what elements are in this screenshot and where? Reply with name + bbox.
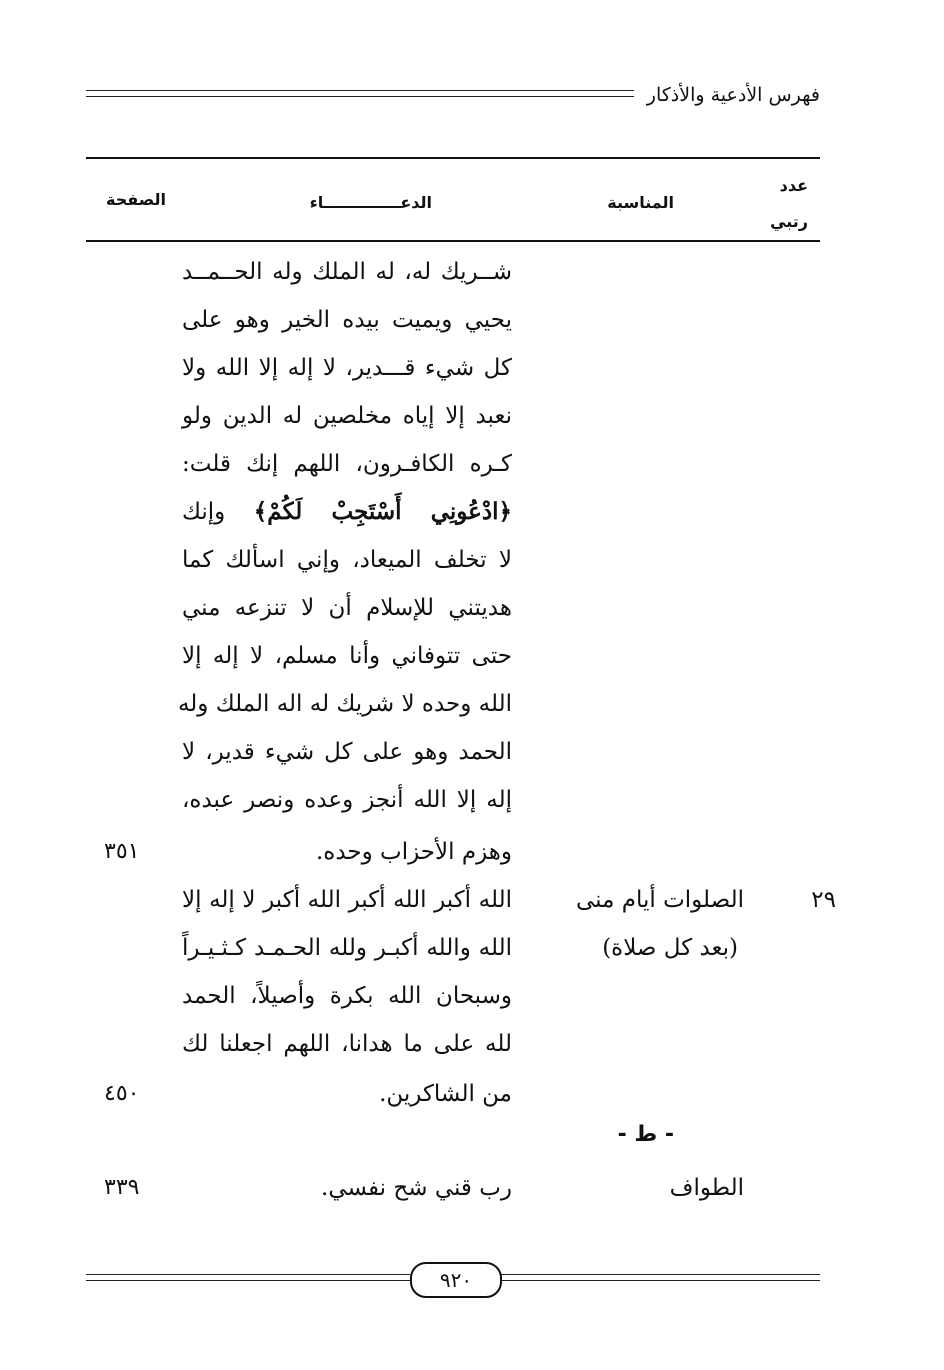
column-header-page: الصفحة <box>105 190 166 209</box>
running-title: فهرس الأدعية والأذكار <box>646 84 820 106</box>
dua-line: لله على ما هدانا، اللهم اجعلنا لك <box>182 1031 512 1057</box>
dua-line: كل شيء قـــدير، لا إله إلا الله ولا <box>182 355 512 381</box>
quran-after-text: وإنك <box>182 499 226 525</box>
dua-line: الله والله أكبـر ولله الحـمـد كـثـيـراً <box>182 935 512 961</box>
column-header-dua: الدعــــــــــــــاء <box>309 193 432 212</box>
dua-line: من الشاكرين. <box>379 1081 512 1107</box>
dua-line: وهزم الأحزاب وحده. <box>315 839 512 865</box>
dua-line: رب قني شح نفسي. <box>321 1175 512 1201</box>
column-header-number-line2: رتبي <box>770 212 808 231</box>
table-top-rule <box>86 157 820 159</box>
quran-quote: ﴿ادْعُونِي أَسْتَجِبْ لَكُمْ﴾ <box>253 498 512 525</box>
page-number: ٩٢٠ <box>410 1262 502 1298</box>
column-header-number-line1: عدد <box>779 176 808 195</box>
section-letter: - ط - <box>617 1122 674 1147</box>
dua-line: يحيي ويميت بيده الخير وهو على <box>182 307 512 333</box>
dua-line: حتى تتوفاني وأنا مسلم، لا إله إلا <box>182 643 512 669</box>
dua-line: وسبحان الله بكرة وأصيلاً، الحمد <box>182 983 512 1009</box>
footer-rule-right <box>500 1274 820 1281</box>
dua-line: الله وحده لا شريك له اله الملك وله <box>177 691 512 717</box>
row-number: ٢٩ <box>811 887 836 913</box>
header-rule <box>86 90 634 97</box>
page-reference: ٤٥٠ <box>104 1081 140 1106</box>
page-reference: ٣٥١ <box>104 839 140 864</box>
dua-line: الله أكبر الله أكبر الله أكبر لا إله إلا <box>182 887 512 913</box>
dua-line: نعبد إلا إياه مخلصين له الدين ولو <box>182 403 512 429</box>
footer-rule-left <box>86 1274 410 1281</box>
occasion-text: الطواف <box>669 1175 744 1201</box>
dua-line: إله إلا الله أنجز وعده ونصر عبده، <box>182 787 512 813</box>
occasion-text: (بعد كل صلاة) <box>602 935 738 961</box>
dua-line: كـره الكافـرون، اللهم إنك قلت: <box>182 451 512 477</box>
dua-line-quran <box>182 488 512 536</box>
dua-line: الحمد وهو على كل شيء قدير، لا <box>182 739 512 765</box>
dua-line: هديتني للإسلام أن لا تنزعه مني <box>182 595 512 621</box>
table-header-rule <box>86 240 820 242</box>
occasion-text: الصلوات أيام منى <box>576 887 744 913</box>
dua-line: شــريك له، له الملك وله الحــمــد <box>182 259 512 285</box>
column-header-occasion: المناسبة <box>607 193 674 212</box>
page-reference: ٣٣٩ <box>104 1175 140 1200</box>
dua-line: لا تخلف الميعاد، وإني اسألك كما <box>182 547 512 573</box>
